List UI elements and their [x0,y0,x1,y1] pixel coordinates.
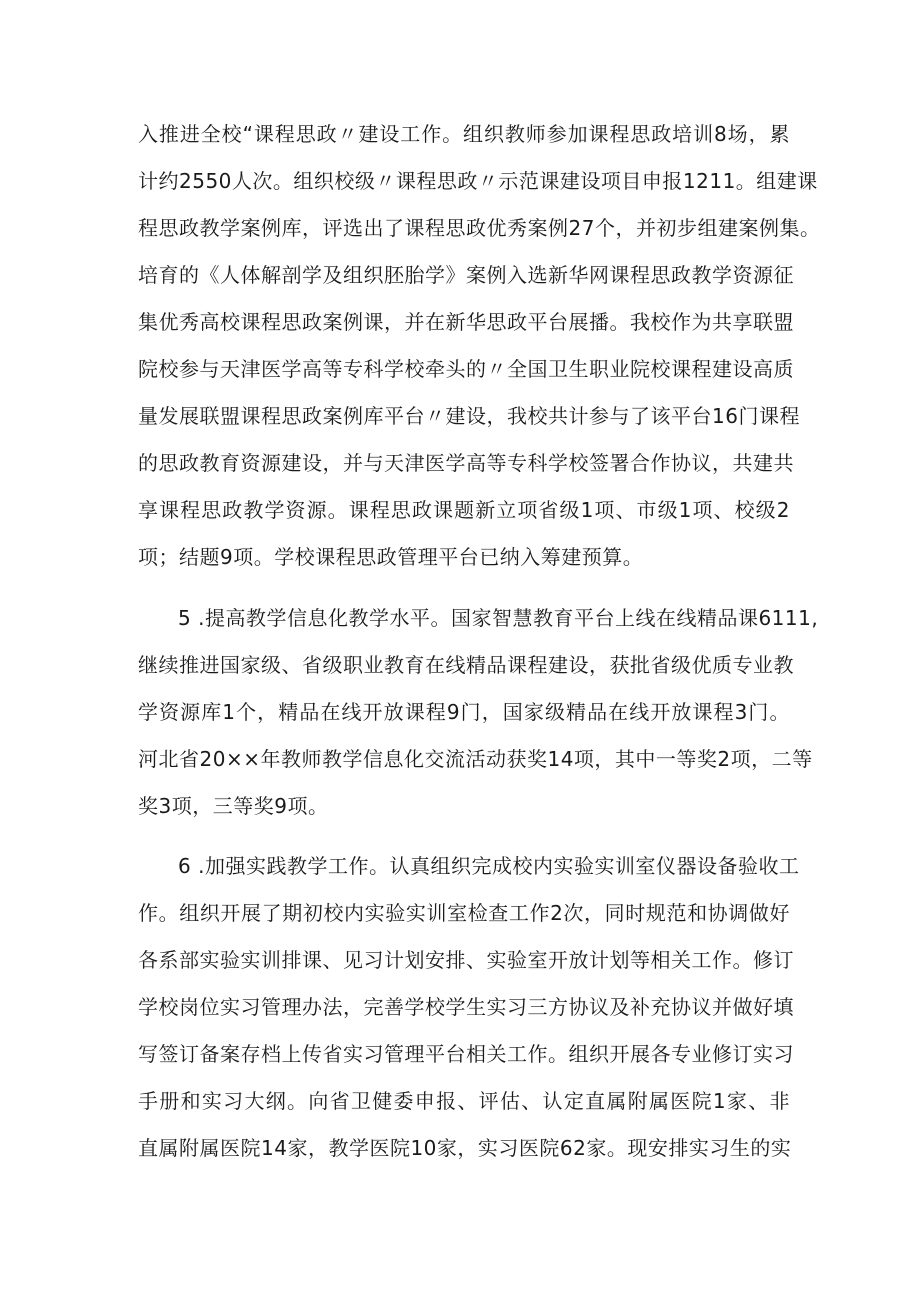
paragraph-3-line-4: 学校岗位实习管理办法，完善学校学生实习三方协议及补充协议并做好填 [138,995,794,1019]
paragraph-2-line-2: 继续推进国家级、省级职业教育在线精品课程建设，获批省级优质专业教 [138,653,794,677]
paragraph-1-line-1: 入推进全校“课程思政〃建设工作。组织教师参加课程思政培训8场，累 [138,122,790,146]
paragraph-3-line-6: 手册和实习大纲。向省卫健委申报、评估、认定直属附属医院1家、非 [138,1089,790,1113]
paragraph-1-line-9: 享课程思政教学资源。课程思政课题新立项省级1项、市级1项、校级2 [138,498,790,522]
paragraph-3-line-1: 6 .加强实践教学工作。认真组织完成校内实验实训室仪器设备验收工 [178,854,800,878]
paragraph-3-line-5: 写签订备案存档上传省实习管理平台相关工作。组织开展各专业修订实习 [138,1042,794,1066]
paragraph-3-line-7: 直属附属医院14家，教学医院10家，实习医院62家。现安排实习生的实 [138,1136,792,1160]
paragraph-1-line-5: 集优秀高校课程思政案例课，并在新华思政平台展播。我校作为共享联盟 [138,310,794,334]
paragraph-2-line-1: 5 .提高教学信息化教学水平。国家智慧教育平台上线在线精品课6111, [178,606,819,630]
paragraph-1-line-8: 的思政教育资源建设，并与天津医学高等专科学校签署合作协议，共建共 [138,451,794,475]
paragraph-2-line-3: 学资源库1个，精品在线开放课程9门，国家级精品在线开放课程3门。 [138,700,790,724]
paragraph-2-line-4: 河北省20××年教师教学信息化交流活动获奖14项，其中一等奖2项，二等 [138,747,813,771]
paragraph-2-line-5: 奖3项，三等奖9项。 [138,794,329,818]
paragraph-1-line-3: 程思政教学案例库，评选出了课程思政优秀案例27个，并初步组建案例集。 [138,216,821,240]
paragraph-3-line-3: 各系部实验实训排课、见习计划安排、实验室开放计划等相关工作。修订 [138,948,794,972]
paragraph-1-line-4: 培育的《人体解剖学及组织胚胎学》案例入选新华网课程思政教学资源征 [138,263,794,287]
paragraph-1-line-7: 量发展联盟课程思政案例库平台〃建设，我校共计参与了该平台16门课程 [138,404,800,428]
paragraph-1-line-6: 院校参与天津医学高等专科学校牵头的〃全国卫生职业院校课程建设高质 [138,357,794,381]
paragraph-1-line-10: 项；结题9项。学校课程思政管理平台已纳入筹建预算。 [138,545,644,569]
paragraph-1-line-2: 计约2550人次。组织校级〃课程思政〃示范课建设项目申报1211。组建课 [138,169,818,193]
paragraph-3-line-2: 作。组织开展了期初校内实验实训室检查工作2次，同时规范和协调做好 [138,901,790,925]
